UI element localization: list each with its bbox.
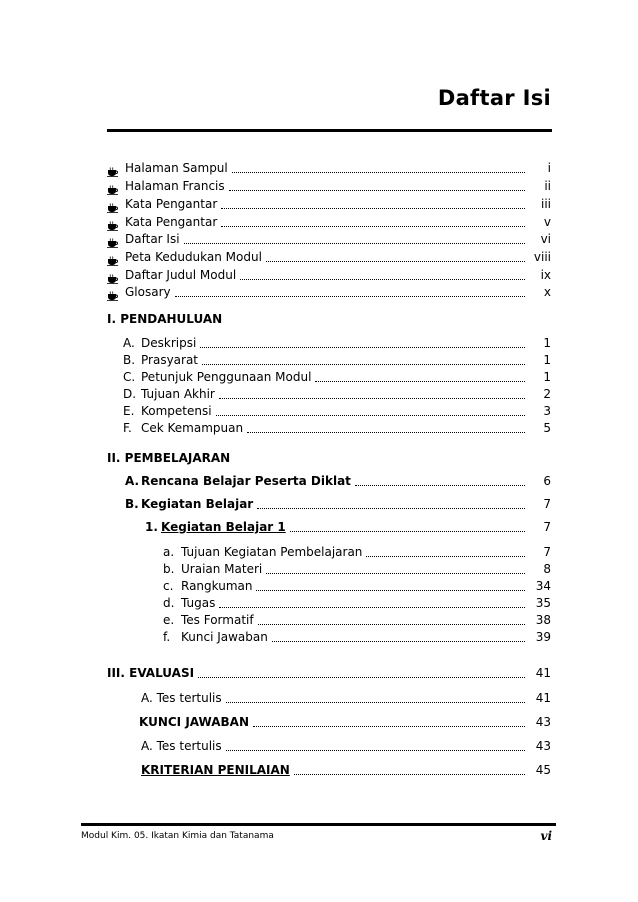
toc-entry-kegiatan-0[interactable] xyxy=(163,545,551,560)
toc-entry-rencana-belajar[interactable]: A. Rencana Belajar Peserta Diklat 6 xyxy=(125,474,551,488)
toc-entry-page: 7 xyxy=(543,545,551,559)
toc-entry-label: Cek Kemampuan xyxy=(141,421,244,435)
toc-entry-label: Daftar Isi xyxy=(125,232,180,246)
leader-dots xyxy=(366,556,525,557)
leader-dots xyxy=(219,398,525,399)
leader-dots xyxy=(221,226,525,227)
toc-entry-page: iii xyxy=(540,197,551,211)
toc-entry-page: i xyxy=(547,161,551,175)
toc-entry-label: Peta Kedudukan Modul xyxy=(125,250,262,264)
toc-entry-label: Tujuan Akhir xyxy=(141,387,215,401)
toc-entry-label: Deskripsi xyxy=(141,336,197,350)
leader-dots xyxy=(355,485,525,486)
coffee-cup-icon xyxy=(107,273,119,283)
toc-entry-pendahuluan-1[interactable] xyxy=(123,353,551,368)
page-title: Daftar Isi xyxy=(437,86,551,110)
toc-entry-front-1[interactable] xyxy=(107,179,551,194)
toc-entry-page: 1 xyxy=(543,353,551,367)
leader-dots xyxy=(240,279,525,280)
toc-entry-label: Tujuan Kegiatan Pembelajaran xyxy=(181,545,363,559)
toc-entry-front-2[interactable] xyxy=(107,197,551,212)
toc-entry-prefix: b. xyxy=(163,562,175,576)
toc-entry-page: 3 xyxy=(543,404,551,418)
toc-entry-kriterian-penilaian[interactable]: KRITERIAN PENILAIAN 45 xyxy=(141,763,551,777)
toc-entry-label: Kompetensi xyxy=(141,404,212,418)
leader-dots xyxy=(272,641,525,642)
leader-dots xyxy=(266,573,525,574)
toc-entry-prefix: a. xyxy=(163,545,175,559)
toc-entry-page: ii xyxy=(544,179,551,193)
title-divider xyxy=(107,129,552,132)
leader-dots xyxy=(198,677,525,678)
leader-dots xyxy=(294,774,525,775)
toc-entry-prefix: B. xyxy=(123,353,136,367)
toc-entry-label: Tes Formatif xyxy=(181,613,254,627)
toc-entry-page: vi xyxy=(540,232,551,246)
leader-dots xyxy=(290,531,525,532)
leader-dots xyxy=(253,726,525,727)
coffee-cup-icon xyxy=(107,220,119,230)
toc-entry-label: Daftar Judul Modul xyxy=(125,268,237,282)
toc-entry-prefix: E. xyxy=(123,404,135,418)
leader-dots xyxy=(226,750,525,751)
toc-entry-front-4[interactable] xyxy=(107,232,551,247)
toc-entry-prefix: e. xyxy=(163,613,175,627)
leader-dots xyxy=(266,261,525,262)
toc-entry-tes-tertulis-2[interactable]: A. Tes tertulis 43 xyxy=(141,739,551,753)
toc-entry-pendahuluan-4[interactable] xyxy=(123,404,551,419)
toc-entry-prefix: F. xyxy=(123,421,132,435)
toc-entry-front-3[interactable] xyxy=(107,215,551,230)
toc-entry-kegiatan-5[interactable] xyxy=(163,630,551,645)
section-heading-pendahuluan: I. PENDAHULUAN xyxy=(107,312,223,326)
leader-dots xyxy=(226,702,525,703)
coffee-cup-icon xyxy=(107,184,119,194)
toc-entry-front-7[interactable] xyxy=(107,285,551,300)
leader-dots xyxy=(216,415,525,416)
toc-entry-page: 1 xyxy=(543,370,551,384)
toc-entry-kegiatan-2[interactable] xyxy=(163,579,551,594)
coffee-cup-icon xyxy=(107,237,119,247)
toc-entry-prefix: D. xyxy=(123,387,137,401)
toc-entry-label: Kunci Jawaban xyxy=(181,630,268,644)
coffee-cup-icon xyxy=(107,202,119,212)
coffee-cup-icon xyxy=(107,255,119,265)
leader-dots xyxy=(315,381,525,382)
leader-dots xyxy=(257,508,525,509)
leader-dots xyxy=(221,208,525,209)
toc-entry-label: Rangkuman xyxy=(181,579,253,593)
toc-entry-label: Halaman Francis xyxy=(125,179,225,193)
leader-dots xyxy=(256,590,525,591)
toc-entry-page: v xyxy=(543,215,551,229)
toc-entry-page: x xyxy=(543,285,551,299)
toc-entry-front-0[interactable] xyxy=(107,161,551,176)
toc-entry-page: 8 xyxy=(543,562,551,576)
toc-entry-label: Kata Pengantar xyxy=(125,215,218,229)
toc-entry-label: Halaman Sampul xyxy=(125,161,228,175)
toc-entry-kegiatan-1[interactable] xyxy=(163,562,551,577)
toc-entry-pendahuluan-0[interactable] xyxy=(123,336,551,351)
toc-entry-label: Glosary xyxy=(125,285,171,299)
coffee-cup-icon xyxy=(107,166,119,176)
toc-entry-kunci-jawaban[interactable]: KUNCI JAWABAN 43 xyxy=(139,715,551,729)
section-heading-pembelajaran: II. PEMBELAJARAN xyxy=(107,451,231,465)
toc-entry-label: Petunjuk Penggunaan Modul xyxy=(141,370,312,384)
footer-divider xyxy=(81,823,556,826)
toc-entry-page: 35 xyxy=(535,596,551,610)
toc-entry-page: 39 xyxy=(535,630,551,644)
toc-entry-prefix: A. xyxy=(123,336,135,350)
toc-entry-tes-tertulis[interactable]: A. Tes tertulis 41 xyxy=(141,691,551,705)
footer-page-number: vi xyxy=(540,829,552,843)
toc-entry-pendahuluan-3[interactable] xyxy=(123,387,551,402)
coffee-cup-icon xyxy=(107,290,119,300)
toc-entry-front-6[interactable] xyxy=(107,268,551,283)
leader-dots xyxy=(202,364,525,365)
toc-entry-page: 38 xyxy=(535,613,551,627)
toc-entry-label: Prasyarat xyxy=(141,353,199,367)
toc-entry-label: Tugas xyxy=(181,596,216,610)
toc-entry-page: 1 xyxy=(543,336,551,350)
toc-entry-label: Uraian Materi xyxy=(181,562,263,576)
toc-entry-pendahuluan-2[interactable] xyxy=(123,370,551,385)
toc-entry-page: 2 xyxy=(543,387,551,401)
toc-entry-pendahuluan-5[interactable] xyxy=(123,421,551,436)
leader-dots xyxy=(229,190,525,191)
toc-entry-kegiatan-3[interactable] xyxy=(163,596,551,611)
toc-entry-kegiatan-belajar-1[interactable]: 1. Kegiatan Belajar 1 7 xyxy=(145,520,551,534)
leader-dots xyxy=(175,296,525,297)
leader-dots xyxy=(232,172,525,173)
toc-entry-kegiatan-4[interactable] xyxy=(163,613,551,628)
leader-dots xyxy=(184,243,525,244)
toc-entry-label: Kata Pengantar xyxy=(125,197,218,211)
toc-entry-prefix: d. xyxy=(163,596,175,610)
toc-entry-page: ix xyxy=(540,268,551,282)
toc-entry-kegiatan-belajar[interactable]: B. Kegiatan Belajar 7 xyxy=(125,497,551,511)
toc-entry-page: 5 xyxy=(543,421,551,435)
toc-entry-prefix: f. xyxy=(163,630,171,644)
toc-entry-prefix: C. xyxy=(123,370,136,384)
toc-entry-evaluasi[interactable]: III. EVALUASI 41 xyxy=(107,666,551,680)
leader-dots xyxy=(258,624,525,625)
footer-module-title: Modul Kim. 05. Ikatan Kimia dan Tatanama xyxy=(81,831,274,841)
toc-entry-front-5[interactable] xyxy=(107,250,551,265)
toc-entry-prefix: c. xyxy=(163,579,174,593)
toc-entry-page: 34 xyxy=(535,579,551,593)
leader-dots xyxy=(219,607,525,608)
toc-entry-page: viii xyxy=(533,250,551,264)
leader-dots xyxy=(200,347,525,348)
leader-dots xyxy=(247,432,525,433)
